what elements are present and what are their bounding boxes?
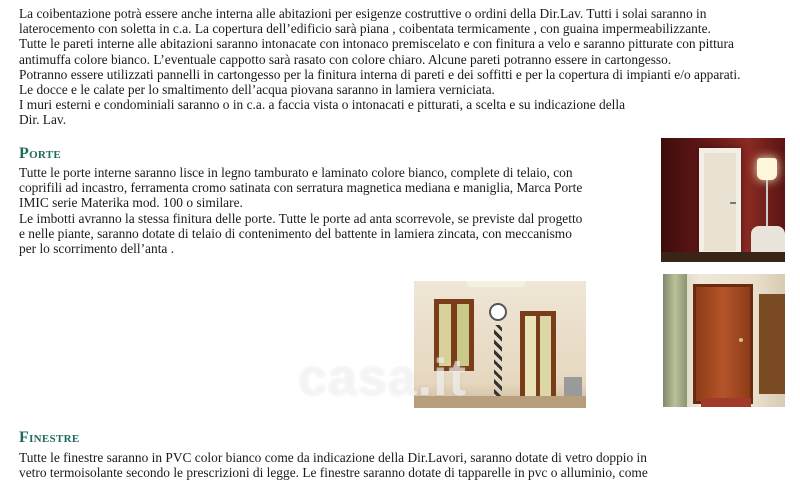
text-line: vetro termoisolante secondo le prescrizioni di legge. Le finestre saranno dotate di tapparelle in pvc o alluminio, come [19, 465, 648, 481]
text-line: per lo scorrimento dell’anta . [19, 240, 175, 256]
intro-paragraph [19, 6, 740, 128]
porte-paragraph [19, 165, 582, 256]
text-line: laterocemento con soletta in c.a. La copertura dell’edificio sarà piana , coibentata termicamente , con guaina impermeabilizzante. [19, 21, 711, 37]
text-line: coprifili ad incastro, ferramenta cromo satinata con serratura magnetica mediana e maniglia, Marca Porte [19, 180, 583, 196]
text-line: Dir. Lav. [19, 112, 67, 128]
text-line: antimuffa colore bianco. L’eventuale cappotto sarà rasato con colore chiaro. Alcune pareti potranno essere in cartongesso. [19, 51, 672, 67]
porte-heading: Porte [19, 145, 62, 162]
text-line: Tutte le pareti interne alle abitazioni saranno intonacate con intonaco premiscelato e con finitura a velo e saranno pitturate con pittura [19, 36, 734, 52]
text-line: Le imbotti avranno la stessa finitura delle porte. Tutte le porte ad anta scorrevole, se previste dal progetto [19, 210, 583, 226]
text-line: Tutte le finestre saranno in PVC color bianco come da indicazione della Dir.Lavori, saranno dotate di vetro doppio in [19, 450, 647, 465]
text-line: Tutte le porte interne saranno lisce in legno tamburato e laminato colore bianco, complete di telaio, con [19, 165, 573, 180]
finestre-paragraph [19, 450, 648, 480]
watermark: casa.it [298, 349, 467, 407]
finestre-heading: Finestre [19, 429, 80, 446]
wooden-door-photo [663, 274, 785, 407]
white-door-photo [661, 138, 785, 262]
text-line: IMIC serie Materika mod. 100 o similare. [19, 195, 243, 211]
text-line: Le docce e le calate per lo smaltimento dell’acqua piovana saranno in lamiera verniciata. [19, 81, 495, 97]
text-line: I muri esterni e condominiali saranno o in c.a. a faccia vista o intonacati e pitturati, a scelta e su indicazione della [19, 97, 626, 113]
text-line: Potranno essere utilizzati pannelli in cartongesso per la finitura interna di pareti e dei soffitti e per la copertura di impianti e/o apparati. [19, 66, 741, 82]
text-line: La coibentazione potrà essere anche interna alle abitazioni per esigenze costruttive o ordini della Dir.Lav. Tutti i solai saranno in [19, 6, 707, 21]
text-line: e nelle piante, saranno dotate di telaio di contenimento del battente in lamiera zincata, con meccanismo [19, 225, 572, 241]
